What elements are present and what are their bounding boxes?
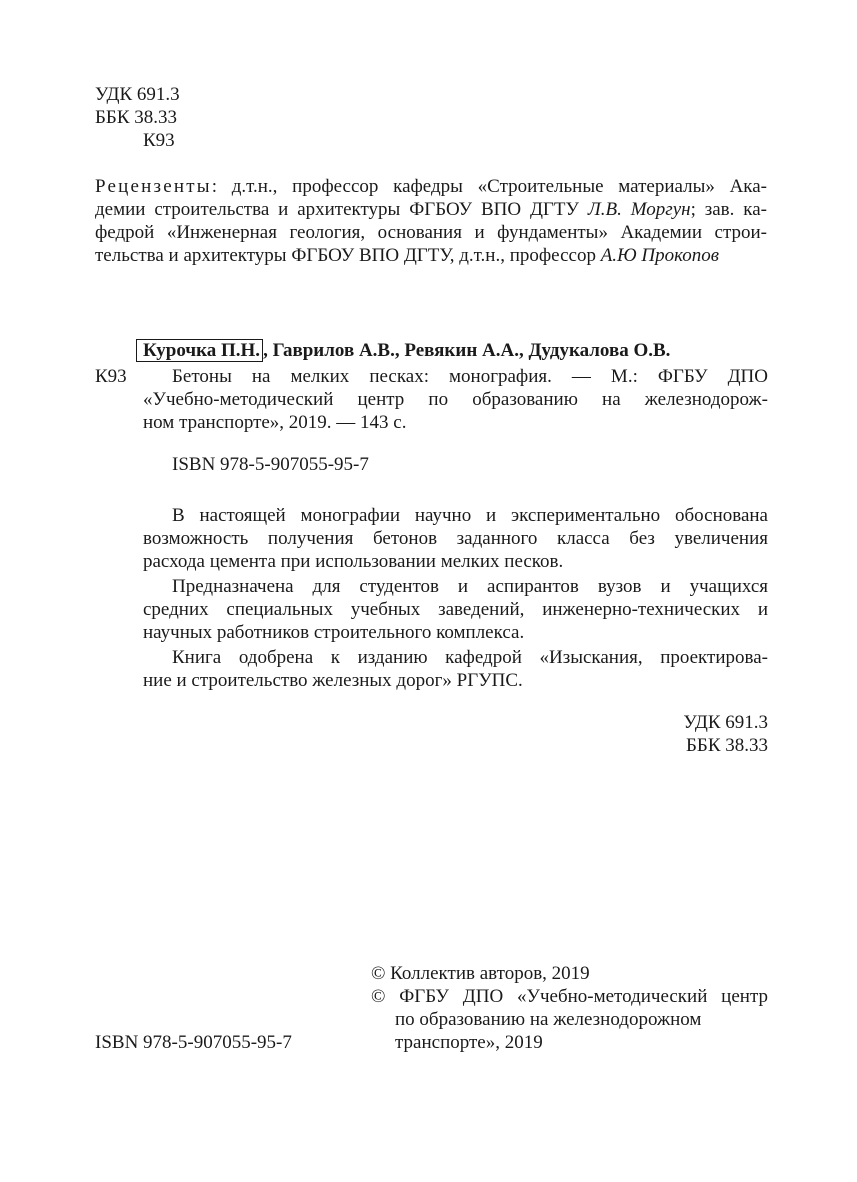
bbk-code: ББК 38.33 — [95, 107, 177, 128]
reviewers-text-2-tail: ; зав. ка- — [690, 199, 767, 220]
abstract-p2-line-1: Предназначена для студентов и аспирантов вузов и учащихся — [172, 576, 768, 597]
bibliography-code: К93 — [95, 366, 127, 387]
copyright-publisher-line-2: по образованию на железнодорожном — [395, 1009, 702, 1030]
bibliography-line-3: ном транспорте», 2019. — 143 с. — [143, 412, 407, 433]
abstract-p2-line-2: средних специальных учебных заведений, инженерно-технических и — [143, 599, 768, 620]
udk-code: УДК 691.3 — [95, 84, 180, 105]
abstract-p3-line-1: Книга одобрена к изданию кафедрой «Изыскания, проектирова- — [172, 647, 768, 668]
other-authors: , Гаврилов А.В., Ревякин А.А., Дудукалова О.В. — [263, 340, 671, 361]
author-mark: К93 — [143, 130, 175, 151]
reviewers-text-4: тельства и архитектуры ФГБОУ ВПО ДГТУ, д.т.н., профессор — [95, 245, 601, 266]
reviewers-label: Рецензенты — [95, 176, 212, 197]
abstract-p1-line-1: В настоящей монографии научно и экспериментально обоснована — [172, 505, 768, 526]
reviewers-text-2: демии строительства и архитектуры ФГБОУ ВПО ДГТУ — [95, 199, 588, 220]
reviewer-name-2: А.Ю Прокопов — [600, 245, 720, 266]
bibliography-line-2: «Учебно-методический центр по образованию на железнодорож- — [143, 389, 768, 410]
udk-code-bottom: УДК 691.3 — [683, 712, 768, 733]
abstract-p1-line-2: возможность получения бетонов заданного класса без увеличения — [143, 528, 768, 549]
abstract-p2-line-3: научных работников строительного комплекса. — [143, 622, 525, 643]
reviewers-line-3: федрой «Инженерная геология, основания и фундаменты» Академии строи- — [95, 222, 767, 243]
copyright-authors: © Коллектив авторов, 2019 — [371, 963, 590, 984]
bbk-code-bottom: ББК 38.33 — [686, 735, 768, 756]
first-author-boxed: Курочка П.Н. — [136, 339, 263, 362]
copyright-publisher-line-1: © ФГБУ ДПО «Учебно-методический центр — [371, 986, 768, 1007]
abstract-p1-line-3: расхода цемента при использовании мелких песков. — [143, 551, 564, 572]
reviewers-line-2 — [95, 199, 767, 221]
reviewers-line-1 — [95, 176, 767, 198]
abstract-p3-line-2: ние и строительство железных дорог» РГУПС. — [143, 670, 523, 691]
reviewers-text-1: : д.т.н., профессор кафедры «Строительные материалы» Ака- — [211, 176, 767, 197]
copyright-publisher-line-3: транспорте», 2019 — [395, 1032, 543, 1053]
bibliography-isbn: ISBN 978-5-907055-95-7 — [172, 454, 369, 475]
reviewers-line-4 — [95, 245, 719, 267]
authors-line — [143, 340, 670, 362]
imprint-isbn: ISBN 978-5-907055-95-7 — [95, 1032, 292, 1053]
bibliography-line-1: Бетоны на мелких песках: монография. — М.: ФГБУ ДПО — [172, 366, 768, 387]
reviewer-name-1: Л.В. Моргун — [587, 199, 691, 220]
